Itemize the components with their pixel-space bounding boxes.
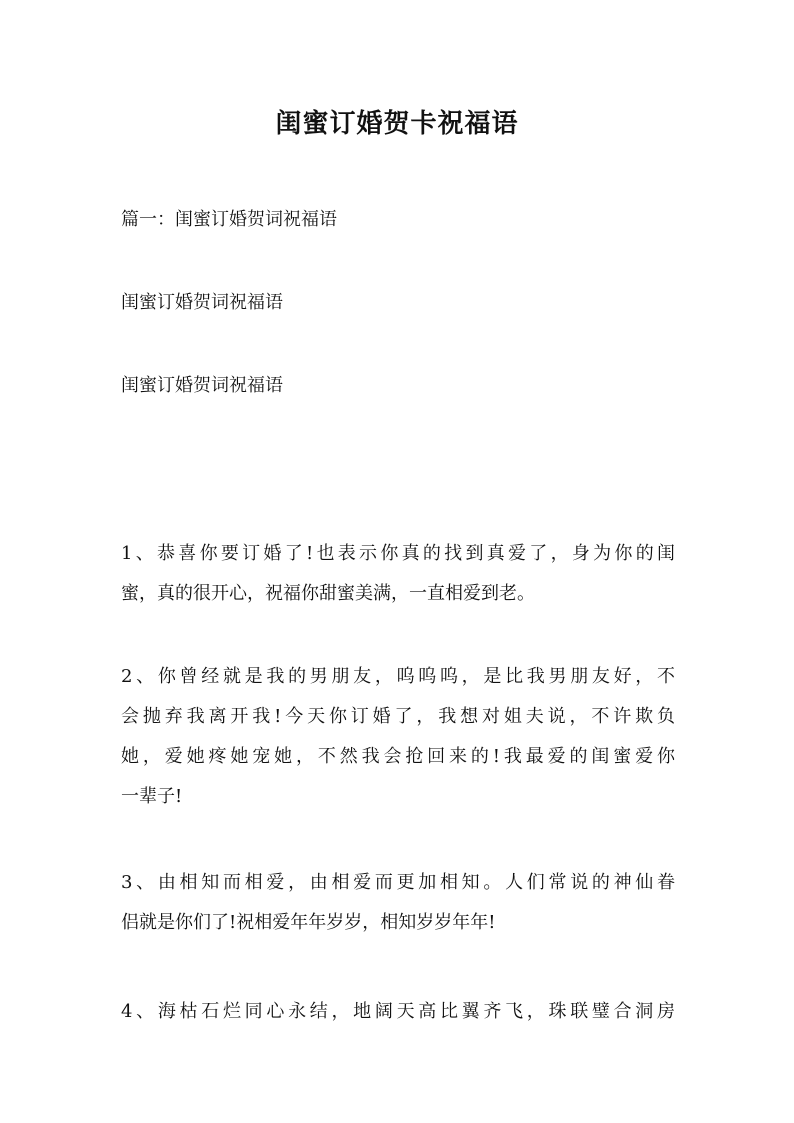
paragraph-line: 会抛弃我离开我!今天你订婚了，我想对姐夫说，不许欺负 xyxy=(121,706,675,727)
document-title: 闺蜜订婚贺卡祝福语 xyxy=(275,109,519,139)
paragraph-3 xyxy=(121,863,675,943)
subheading-2: 闺蜜订婚贺词祝福语 xyxy=(121,375,283,396)
paragraph-line: 2、你曾经就是我的男朋友，呜呜呜，是比我男朋友好，不 xyxy=(121,666,675,687)
paragraph-line: 3、由相知而相爱，由相爱而更加相知。人们常说的神仙眷 xyxy=(121,872,675,893)
paragraph-line: 1、恭喜你要订婚了!也表示你真的找到真爱了，身为你的闺 xyxy=(121,543,675,564)
paragraph-1 xyxy=(121,534,675,614)
paragraph-line: 蜜，真的很开心，祝福你甜蜜美满，一直相爱到老。 xyxy=(121,583,535,604)
paragraph-4 xyxy=(121,992,675,1032)
paragraph-line: 侣就是你们了!祝相爱年年岁岁，相知岁岁年年! xyxy=(121,912,496,933)
paragraph-line: 她，爱她疼她宠她，不然我会抢回来的!我最爱的闺蜜爱你 xyxy=(121,746,675,767)
paragraph-line: 一辈子! xyxy=(121,786,183,807)
section-heading: 篇一：闺蜜订婚贺词祝福语 xyxy=(121,209,337,230)
paragraph-line: 4、海枯石烂同心永结，地阔天高比翼齐飞，珠联璧合洞房 xyxy=(121,1001,675,1022)
subheading-1: 闺蜜订婚贺词祝福语 xyxy=(121,292,283,313)
paragraph-2 xyxy=(121,657,675,817)
